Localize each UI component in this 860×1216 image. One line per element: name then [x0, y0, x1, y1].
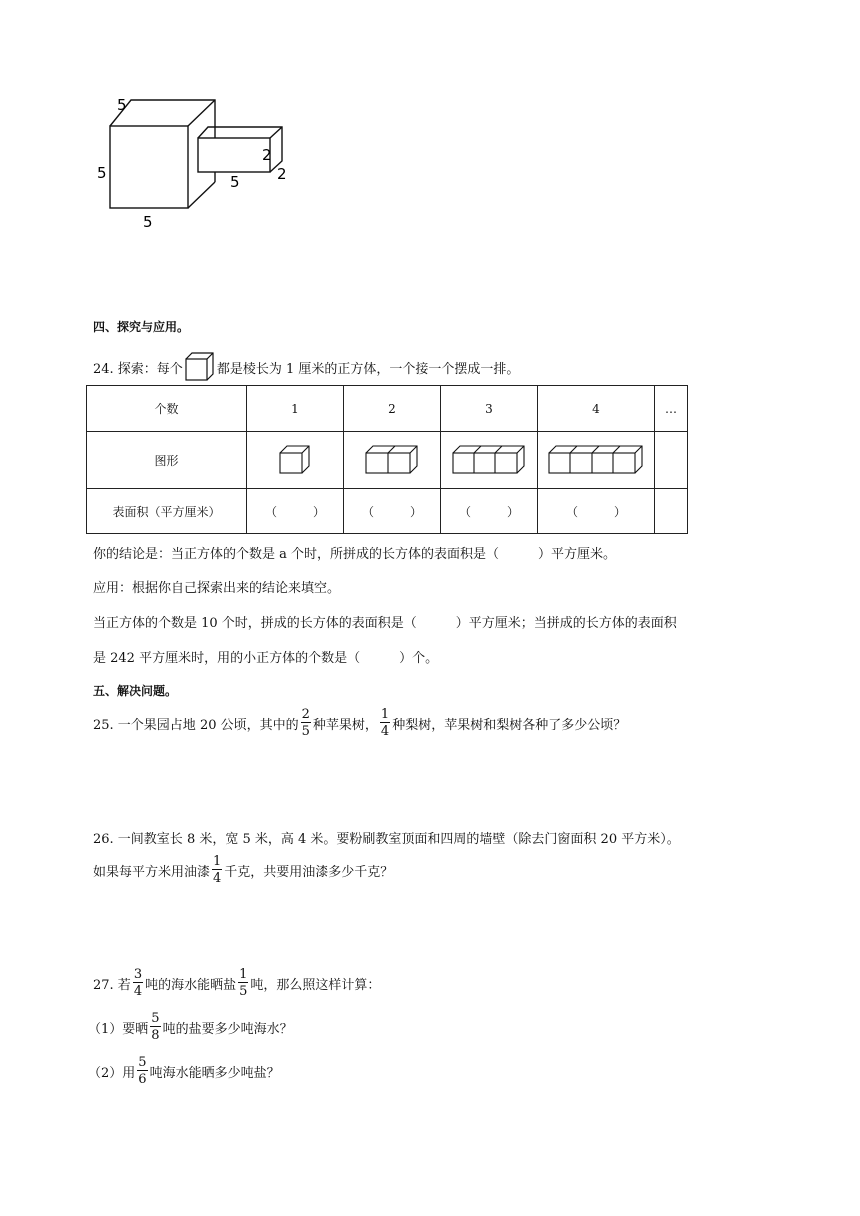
- denominator: 4: [213, 871, 222, 886]
- q27-sub-text: （1）要晒: [88, 1021, 149, 1037]
- denominator: 5: [239, 984, 248, 999]
- q27-sub-text: 吨海水能晒多少吨盐？: [149, 1065, 280, 1081]
- q27-sub1: [88, 1012, 293, 1042]
- section-4-title: 四、探究与应用。: [93, 320, 190, 334]
- numerator: 5: [138, 1055, 147, 1070]
- fraction: [380, 708, 390, 738]
- cube-cuboid-figure: [95, 90, 295, 230]
- q27-sub-text: （2）用: [88, 1065, 136, 1081]
- numerator: 2: [301, 707, 310, 722]
- answer-blank[interactable]: （ ）: [247, 489, 344, 534]
- section-5-title: 五、解决问题。: [93, 684, 178, 698]
- three-cube-figure: [451, 445, 527, 475]
- denominator: 6: [138, 1072, 147, 1087]
- q24-intro: [93, 352, 519, 382]
- q24-apply-line2: 是 242 平方厘米时，用的小正方体的个数是（ ）个。: [93, 651, 439, 666]
- answer-blank[interactable]: （ ）: [538, 489, 655, 534]
- edge-label: 5: [97, 164, 107, 182]
- edge-label: 5: [117, 96, 127, 114]
- edge-label: 5: [143, 213, 153, 230]
- q24-prefix: 24. 探索：每个: [93, 361, 183, 377]
- row-header: 图形: [87, 432, 247, 489]
- table-row: [87, 432, 688, 489]
- denominator: 8: [151, 1028, 160, 1043]
- two-cube-figure: [364, 445, 420, 475]
- unit-cube-icon: [184, 352, 216, 382]
- numerator: 3: [133, 967, 143, 982]
- fraction: [212, 855, 222, 885]
- q24-conclusion: 你的结论是：当正方体的个数是 a 个时，所拼成的长方体的表面积是（ ）平方厘米。: [93, 547, 617, 562]
- answer-blank[interactable]: （ ）: [441, 489, 538, 534]
- q26-text: 千克，共要用油漆多少千克？: [224, 864, 394, 880]
- figure-cell: [441, 432, 538, 489]
- cube-cuboid-diagram: [95, 90, 295, 230]
- q25-text: 25. 一个果园占地 20 公顷，其中的: [93, 717, 299, 733]
- count-cell: 3: [441, 386, 538, 432]
- q25: [93, 708, 626, 738]
- fraction: [301, 708, 311, 738]
- numerator: 1: [239, 967, 248, 982]
- q25-text: 种苹果树，: [312, 717, 378, 733]
- row-header: 个数: [87, 386, 247, 432]
- q26-line1: 26. 一间教室长 8 米，宽 5 米，高 4 米。要粉刷教室顶面和四周的墙壁（除去门窗面积 20 平方米）。: [93, 832, 680, 847]
- figure-cell: [247, 432, 344, 489]
- answer-blank[interactable]: （ ）: [344, 489, 441, 534]
- table-row: [87, 386, 688, 432]
- q27: [93, 968, 380, 998]
- q26-text: 如果每平方米用油漆: [93, 864, 211, 880]
- figure-cell: [538, 432, 655, 489]
- fraction: [137, 1056, 147, 1086]
- edge-label: 2: [262, 146, 272, 164]
- numerator: 1: [380, 707, 390, 722]
- q27-text: 吨，那么照这样计算：: [250, 977, 381, 993]
- fraction: [133, 968, 143, 998]
- q24-apply-intro: 应用：根据你自己探索出来的结论来填空。: [93, 581, 341, 596]
- surface-area-table: [86, 385, 688, 534]
- count-cell: 2: [344, 386, 441, 432]
- empty-cell: [655, 432, 688, 489]
- count-cell: …: [655, 386, 688, 432]
- table-row: [87, 489, 688, 534]
- q27-text: 吨的海水能晒盐: [145, 977, 237, 993]
- one-cube-figure: [278, 445, 312, 475]
- numerator: 5: [151, 1011, 160, 1026]
- edge-label: 5: [230, 173, 240, 191]
- denominator: 4: [380, 724, 390, 739]
- fraction: [238, 968, 248, 998]
- q27-sub2: [88, 1056, 280, 1086]
- empty-cell: [655, 489, 688, 534]
- q27-text: 27. 若: [93, 977, 131, 993]
- denominator: 4: [133, 984, 143, 999]
- q26-line2: [93, 855, 393, 885]
- q24-apply-line1: 当正方体的个数是 10 个时，拼成的长方体的表面积是（ ）平方厘米；当拼成的长方体的表面积: [93, 616, 677, 631]
- figure-cell: [344, 432, 441, 489]
- denominator: 5: [301, 724, 310, 739]
- count-cell: 4: [538, 386, 655, 432]
- fraction: [150, 1012, 160, 1042]
- edge-label: 2: [277, 165, 287, 183]
- q27-sub-text: 吨的盐要多少吨海水？: [162, 1021, 293, 1037]
- q25-text: 种梨树，苹果树和梨树各种了多少公顷？: [392, 717, 627, 733]
- row-header: 表面积（平方厘米）: [87, 489, 247, 534]
- count-cell: 1: [247, 386, 344, 432]
- numerator: 1: [213, 854, 222, 869]
- q24-suffix: 都是棱长为 1 厘米的正方体，一个接一个摆成一排。: [216, 361, 520, 377]
- four-cube-figure: [547, 445, 645, 475]
